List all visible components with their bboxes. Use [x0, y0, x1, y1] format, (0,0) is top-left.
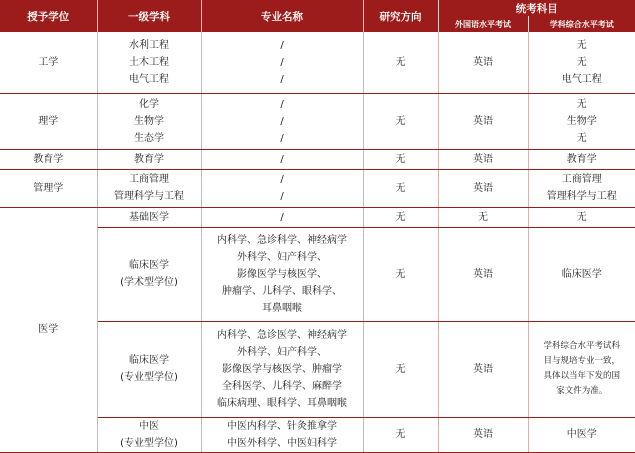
foreign-cell: 英语 — [438, 32, 528, 93]
foreign-cell: 英语 — [438, 417, 528, 452]
discipline-cell: 临床医学 (学术型学位) — [97, 227, 201, 321]
header-direction: 研究方向 — [363, 0, 438, 32]
discipline-cell: 中医 (专业型学位) — [97, 417, 201, 452]
header-degree: 授予学位 — [0, 0, 97, 32]
direction-cell: 无 — [363, 32, 438, 93]
header-discipline: 一级学科 — [97, 0, 201, 32]
direction-cell: 无 — [363, 149, 438, 169]
comprehensive-cell: 无 生物学 无 — [528, 93, 635, 149]
header-major: 专业名称 — [201, 0, 363, 32]
table-row — [0, 149, 635, 169]
discipline-cell: 化学 生物学 生态学 — [97, 93, 201, 149]
major-cell: 中医内科学、针灸推拿学 中医外科学、中医妇科学 — [201, 417, 363, 452]
comprehensive-cell: 无 — [528, 207, 635, 227]
comprehensive-cell: 临床医学 — [528, 227, 635, 321]
degree-lixue: 理学 — [0, 93, 97, 149]
direction-cell: 无 — [363, 169, 438, 207]
discipline-cell: 临床医学 (专业型学位) — [97, 321, 201, 417]
major-cell: / / / — [201, 93, 363, 149]
header-comprehensive: 学科综合水平考试 — [528, 16, 635, 32]
foreign-cell: 英语 — [438, 169, 528, 207]
discipline-cell: 水利工程 土木工程 电气工程 — [97, 32, 201, 93]
table-row — [0, 93, 635, 149]
direction-cell: 无 — [363, 321, 438, 417]
foreign-cell: 英语 — [438, 93, 528, 149]
table-row — [0, 169, 635, 207]
direction-cell: 无 — [363, 227, 438, 321]
major-cell: 内科学、急诊医学、神经病学 外科学、妇产科学、 影像医学与核医学、肿瘤学 全科医学、儿科学、麻醉学 临床病理、眼科学、耳鼻咽喉 — [201, 321, 363, 417]
major-cell: / — [201, 149, 363, 169]
foreign-cell: 英语 — [438, 227, 528, 321]
comprehensive-note-cell: 学科综合水平考试科 目与规培专业一致， 具体以当年下发的国 家文件为准。 — [528, 321, 635, 417]
comprehensive-cell: 教育学 — [528, 149, 635, 169]
major-cell: / / / — [201, 32, 363, 93]
degree-jiaoyu: 教育学 — [0, 149, 97, 169]
discipline-cell: 工商管理 管理科学与工程 — [97, 169, 201, 207]
header-foreign-language: 外国语水平考试 — [438, 16, 528, 32]
degree-guanli: 管理学 — [0, 169, 97, 207]
comprehensive-cell: 无 无 电气工程 — [528, 32, 635, 93]
direction-cell: 无 — [363, 93, 438, 149]
discipline-cell: 基础医学 — [97, 207, 201, 227]
foreign-cell: 英语 — [438, 321, 528, 417]
header-exam-group: 统考科目 — [438, 0, 635, 16]
table-row — [0, 207, 635, 227]
table-row — [0, 32, 635, 93]
direction-cell: 无 — [363, 207, 438, 227]
discipline-cell: 教育学 — [97, 149, 201, 169]
major-cell: / — [201, 207, 363, 227]
major-cell: / / — [201, 169, 363, 207]
foreign-cell: 无 — [438, 207, 528, 227]
table-header — [0, 0, 635, 32]
major-cell: 内科学、急诊科学、神经病学 外科学、妇产科学、 影像医学与核医学、 肿瘤学、儿科学、眼科学、 耳鼻咽喉 — [201, 227, 363, 321]
foreign-cell: 英语 — [438, 149, 528, 169]
direction-cell: 无 — [363, 417, 438, 452]
comprehensive-cell: 工商管理 管理科学与工程 — [528, 169, 635, 207]
comprehensive-cell: 中医学 — [528, 417, 635, 452]
degree-yixue: 医学 — [0, 207, 97, 452]
degree-gongxue: 工学 — [0, 32, 97, 93]
